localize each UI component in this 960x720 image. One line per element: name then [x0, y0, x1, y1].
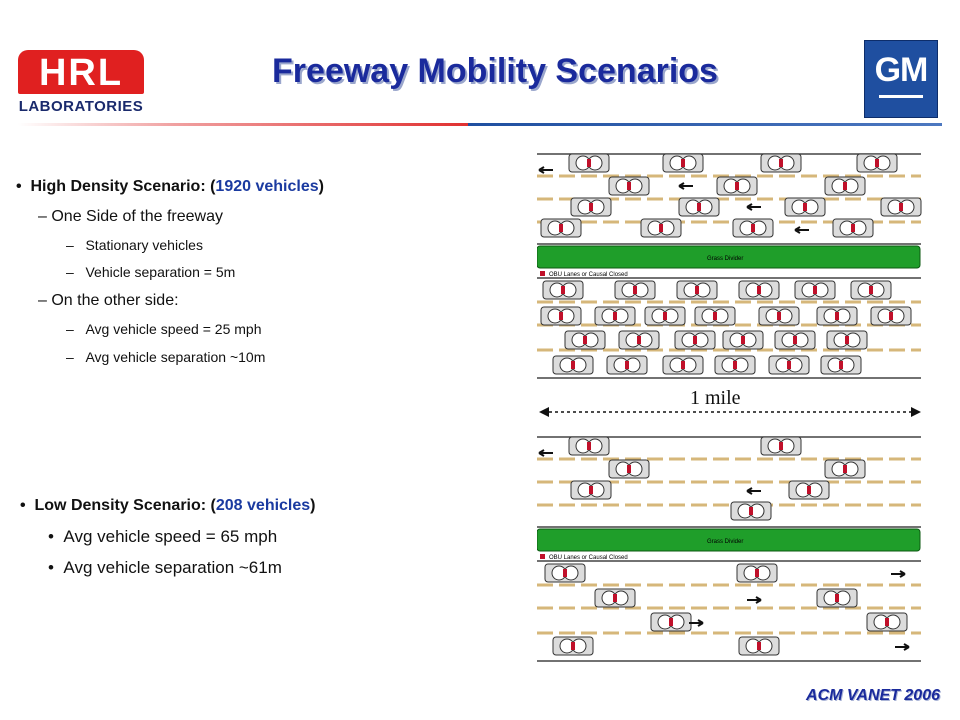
vehicle-light [793, 336, 797, 344]
vehicle [789, 481, 829, 499]
high-density-heading [16, 178, 324, 196]
vehicle [715, 356, 755, 374]
vehicle-light [843, 182, 847, 190]
low-density-item-label: Avg vehicle separation ~61m [63, 558, 282, 577]
vehicle-light [695, 286, 699, 294]
vehicle [833, 219, 873, 237]
vehicle-light [777, 312, 781, 320]
vehicle-light [625, 361, 629, 369]
vehicle [677, 281, 717, 299]
low-density-item [48, 527, 277, 547]
vehicle [759, 307, 799, 325]
grass-divider-label: Grass Divider [707, 256, 744, 262]
vehicle-light [843, 465, 847, 473]
vehicle [595, 589, 635, 607]
vehicle [663, 356, 703, 374]
vehicle [569, 437, 609, 455]
high-density-heading-prefix: High Density Scenario: ( [30, 178, 216, 195]
vehicle [795, 281, 835, 299]
vehicle [595, 307, 635, 325]
arrow-left-icon [539, 167, 553, 173]
header-rule-red [18, 123, 468, 126]
low-density-item [48, 558, 282, 578]
vehicle-light [845, 336, 849, 344]
vehicle [881, 198, 921, 216]
footer-text: ACM VANET 2006 [806, 687, 940, 704]
vehicle-light [839, 361, 843, 369]
dash-icon: – [38, 292, 52, 309]
vehicle [851, 281, 891, 299]
vehicle [607, 356, 647, 374]
vehicle-light [663, 312, 667, 320]
dash-icon: – [66, 321, 86, 337]
vehicle-light [851, 224, 855, 232]
vehicle [821, 356, 861, 374]
vehicle [827, 331, 867, 349]
high-density-count: 1920 vehicles [215, 178, 319, 195]
arrow-right-icon [895, 644, 909, 650]
vehicle-light [899, 203, 903, 211]
vehicle [651, 613, 691, 631]
dash-icon: – [66, 237, 86, 253]
vehicle [641, 219, 681, 237]
vehicle [569, 154, 609, 172]
vehicle-light [813, 286, 817, 294]
gm-logo-text: GM [874, 51, 928, 89]
vehicle-light [627, 182, 631, 190]
high-density-heading-suffix: ) [318, 178, 324, 195]
vehicle-light [757, 642, 761, 650]
vehicle [553, 356, 593, 374]
hrl-logo-badge [18, 50, 144, 94]
vehicle-light [693, 336, 697, 344]
high-density-side2 [38, 292, 179, 310]
vehicle [541, 307, 581, 325]
vehicle-light [613, 594, 617, 602]
vehicle-light [627, 465, 631, 473]
vehicle [695, 307, 735, 325]
vehicle [785, 198, 825, 216]
vehicle-light [757, 286, 761, 294]
high-density-side2-item [66, 349, 265, 365]
vehicle-light [559, 312, 563, 320]
closed-lane-label: OBU Lanes or Causal Closed [549, 555, 628, 561]
vehicle [609, 460, 649, 478]
bullet-icon: • [20, 497, 35, 514]
low-density-heading [20, 497, 316, 515]
arrow-left-icon [539, 450, 553, 456]
vehicle [615, 281, 655, 299]
vehicle-light [869, 286, 873, 294]
vehicle-light [587, 442, 591, 450]
vehicle [817, 589, 857, 607]
vehicle [717, 177, 757, 195]
high-density-side2-item [66, 321, 262, 337]
vehicle-light [697, 203, 701, 211]
vehicle [867, 613, 907, 631]
vehicle-light [751, 224, 755, 232]
header-rule-blue [468, 123, 942, 126]
vehicle [609, 177, 649, 195]
vehicle-light [559, 224, 563, 232]
vehicle [871, 307, 911, 325]
arrow-left-icon [747, 204, 761, 210]
hrl-logo [18, 50, 144, 120]
vehicle-light [779, 159, 783, 167]
closed-lane-label: OBU Lanes or Causal Closed [549, 272, 628, 278]
arrow-right-icon [891, 571, 905, 577]
vehicle [553, 637, 593, 655]
scale-arrow-right-icon [911, 407, 921, 417]
vehicle [731, 502, 771, 520]
vehicle-light [779, 442, 783, 450]
side1-item-label: Vehicle separation = 5m [85, 264, 236, 280]
vehicle-light [807, 486, 811, 494]
scale-arrow-left-icon [539, 407, 549, 417]
arrow-left-icon [747, 488, 761, 494]
high-density-side1-item [66, 237, 203, 253]
vehicle-light [713, 312, 717, 320]
low-density-heading-prefix: Low Density Scenario: ( [34, 497, 216, 514]
arrow-left-icon [679, 183, 693, 189]
vehicle [723, 331, 763, 349]
vehicle [857, 154, 897, 172]
vehicle [645, 307, 685, 325]
vehicle-light [589, 486, 593, 494]
arrow-right-icon [747, 597, 761, 603]
vehicle-light [733, 361, 737, 369]
vehicle-light [563, 569, 567, 577]
vehicle-light [669, 618, 673, 626]
vehicle-light [587, 159, 591, 167]
vehicle-light [885, 618, 889, 626]
vehicle [679, 198, 719, 216]
hrl-logo-subtext: LABORATORIES [18, 98, 144, 115]
side2-item-label: Avg vehicle separation ~10m [85, 349, 266, 365]
vehicle-light [749, 507, 753, 515]
vehicle [571, 481, 611, 499]
vehicle [619, 331, 659, 349]
vehicle [565, 331, 605, 349]
high-density-side1-item [66, 264, 235, 280]
vehicle-light [835, 312, 839, 320]
vehicle-light [659, 224, 663, 232]
dash-icon: – [66, 264, 86, 280]
vehicle-light [803, 203, 807, 211]
vehicle-light [637, 336, 641, 344]
grass-divider-label: Grass Divider [707, 539, 744, 545]
vehicle [817, 307, 857, 325]
vehicle [739, 281, 779, 299]
vehicle [825, 460, 865, 478]
vehicle [761, 154, 801, 172]
vehicle [663, 154, 703, 172]
vehicle [675, 331, 715, 349]
hrl-logo-text: HRL [38, 52, 124, 94]
side2-item-label: Avg vehicle speed = 25 mph [85, 321, 262, 337]
vehicle-light [755, 569, 759, 577]
vehicle-light [583, 336, 587, 344]
arrow-left-icon [795, 227, 809, 233]
vehicle-light [571, 361, 575, 369]
high-density-freeway-diagram [537, 150, 923, 382]
vehicle [571, 198, 611, 216]
low-density-heading-suffix: ) [310, 497, 316, 514]
vehicle-light [633, 286, 637, 294]
scale-label: 1 mile [690, 387, 741, 409]
slide-title: Freeway Mobility Scenarios [272, 52, 718, 90]
vehicle [733, 219, 773, 237]
vehicle [737, 564, 777, 582]
vehicle [761, 437, 801, 455]
high-density-side1 [38, 208, 223, 226]
bullet-icon: • [48, 558, 64, 577]
side2-label: On the other side: [51, 292, 179, 309]
vehicle [769, 356, 809, 374]
vehicle [775, 331, 815, 349]
vehicle-light [787, 361, 791, 369]
vehicle-light [735, 182, 739, 190]
bullet-icon: • [48, 527, 64, 546]
vehicle-light [613, 312, 617, 320]
vehicle-light [835, 594, 839, 602]
side1-item-label: Stationary vehicles [85, 237, 203, 253]
vehicle [825, 177, 865, 195]
side1-label: One Side of the freeway [51, 208, 223, 225]
dash-icon: – [38, 208, 52, 225]
vehicle-light [741, 336, 745, 344]
vehicle-light [875, 159, 879, 167]
vehicle [543, 281, 583, 299]
vehicle-light [681, 159, 685, 167]
low-density-item-label: Avg vehicle speed = 65 mph [63, 527, 278, 546]
closed-lane-marker [540, 554, 545, 559]
low-density-freeway-diagram [537, 433, 923, 663]
vehicle-light [561, 286, 565, 294]
dash-icon: – [66, 349, 86, 365]
low-density-count: 208 vehicles [215, 497, 311, 514]
vehicle-light [571, 642, 575, 650]
vehicle [541, 219, 581, 237]
vehicle [545, 564, 585, 582]
bullet-icon: • [16, 178, 31, 195]
vehicle-light [889, 312, 893, 320]
closed-lane-marker [540, 271, 545, 276]
gm-logo-underline [879, 95, 923, 98]
vehicle-light [589, 203, 593, 211]
gm-logo [864, 40, 938, 118]
vehicle [739, 637, 779, 655]
vehicle-light [681, 361, 685, 369]
